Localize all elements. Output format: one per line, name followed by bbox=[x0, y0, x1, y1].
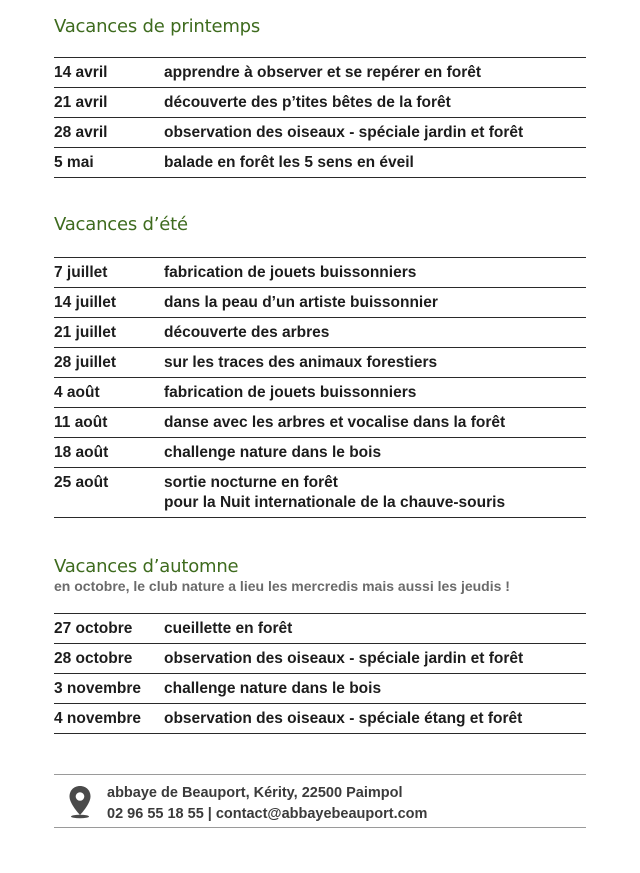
schedule-table bbox=[54, 613, 586, 734]
row-activity: apprendre à observer et se repérer en forêt bbox=[164, 64, 482, 81]
row-activity: observation des oiseaux - spéciale jardin et forêt bbox=[164, 124, 524, 141]
map-pin-icon bbox=[68, 785, 92, 824]
row-date: 7 juillet bbox=[54, 264, 108, 281]
section-title: Vacances d’automne bbox=[54, 556, 239, 577]
schedule-table bbox=[54, 57, 586, 178]
table-row bbox=[54, 318, 586, 348]
row-date: 4 août bbox=[54, 384, 100, 401]
row-date: 28 octobre bbox=[54, 650, 133, 667]
row-date: 14 avril bbox=[54, 64, 108, 81]
section-summer bbox=[54, 214, 586, 518]
table-row bbox=[54, 468, 586, 518]
table-row bbox=[54, 348, 586, 378]
table-row bbox=[54, 88, 586, 118]
row-activity: fabrication de jouets buissonniers bbox=[164, 264, 417, 281]
row-date: 4 novembre bbox=[54, 710, 142, 727]
row-activity: challenge nature dans le bois bbox=[164, 680, 382, 697]
section-spring bbox=[54, 16, 586, 178]
contact-footer bbox=[54, 774, 586, 828]
row-activity: challenge nature dans le bois bbox=[164, 444, 382, 461]
table-row bbox=[54, 674, 586, 704]
row-activity: sortie nocturne en forêt pour la Nuit internationale de la chauve-souris bbox=[164, 474, 506, 511]
row-date: 14 juillet bbox=[54, 294, 117, 311]
row-activity: sur les traces des animaux forestiers bbox=[164, 354, 438, 371]
row-activity: fabrication de jouets buissonniers bbox=[164, 384, 417, 401]
table-row bbox=[54, 58, 586, 88]
contact-text[interactable]: 02 96 55 18 55 | contact@abbayebeauport.com bbox=[107, 806, 428, 822]
section-title: Vacances de printemps bbox=[54, 16, 261, 37]
row-date: 28 avril bbox=[54, 124, 108, 141]
row-date: 21 juillet bbox=[54, 324, 117, 341]
row-activity: danse avec les arbres et vocalise dans la forêt bbox=[164, 414, 506, 431]
table-row bbox=[54, 704, 586, 734]
row-activity: dans la peau d’un artiste buissonnier bbox=[164, 294, 438, 311]
row-date: 28 juillet bbox=[54, 354, 117, 371]
row-date: 27 octobre bbox=[54, 620, 133, 637]
row-activity: observation des oiseaux - spéciale jardin et forêt bbox=[164, 650, 524, 667]
schedule-table bbox=[54, 257, 586, 518]
table-row bbox=[54, 438, 586, 468]
row-activity: balade en forêt les 5 sens en éveil bbox=[164, 154, 414, 171]
table-row bbox=[54, 288, 586, 318]
section-note: en octobre, le club nature a lieu les mercredis mais aussi les jeudis ! bbox=[54, 578, 510, 594]
section-title: Vacances d’été bbox=[54, 214, 188, 235]
row-date: 5 mai bbox=[54, 154, 94, 171]
row-activity: découverte des p’tites bêtes de la forêt bbox=[164, 94, 451, 111]
table-row bbox=[54, 258, 586, 288]
row-activity: découverte des arbres bbox=[164, 324, 330, 341]
row-date: 21 avril bbox=[54, 94, 108, 111]
table-row bbox=[54, 614, 586, 644]
row-date: 25 août bbox=[54, 474, 109, 491]
section-autumn bbox=[54, 556, 586, 734]
table-row bbox=[54, 118, 586, 148]
row-activity: observation des oiseaux - spéciale étang et forêt bbox=[164, 710, 523, 727]
address-text: abbaye de Beauport, Kérity, 22500 Paimpol bbox=[107, 785, 403, 801]
table-row bbox=[54, 378, 586, 408]
row-date: 3 novembre bbox=[54, 680, 142, 697]
table-row bbox=[54, 644, 586, 674]
table-row bbox=[54, 408, 586, 438]
table-row bbox=[54, 148, 586, 178]
row-date: 18 août bbox=[54, 444, 109, 461]
row-activity: cueillette en forêt bbox=[164, 620, 293, 637]
address-block bbox=[107, 783, 427, 825]
row-date: 11 août bbox=[54, 414, 108, 431]
